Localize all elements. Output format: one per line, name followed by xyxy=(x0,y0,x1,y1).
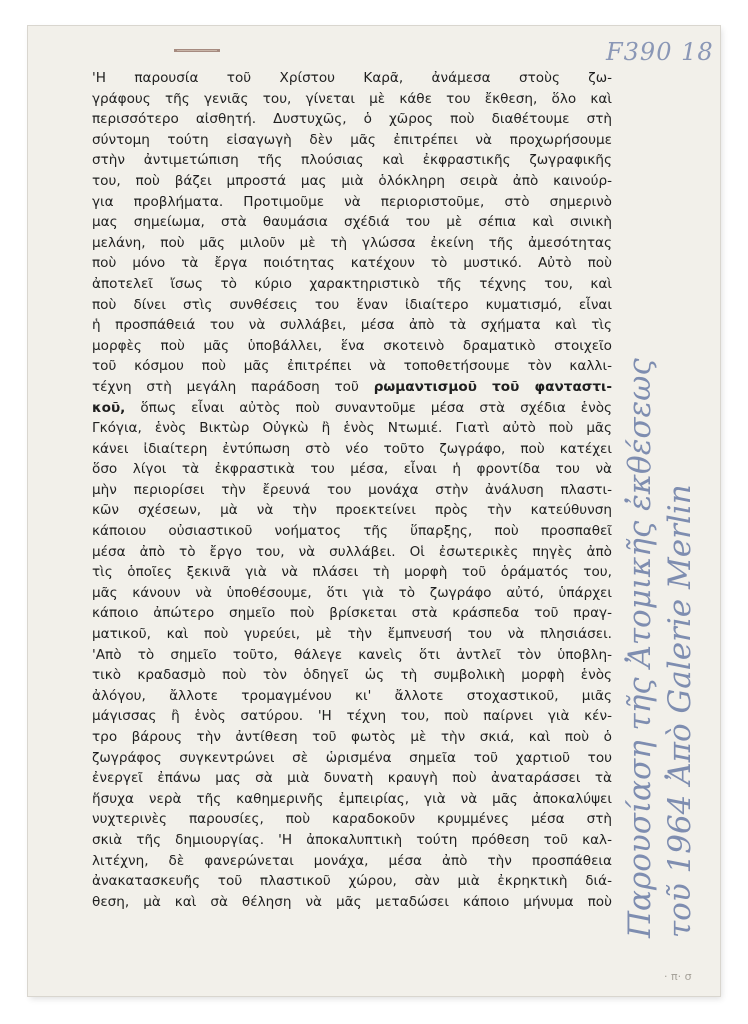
text-line: κάποιο ἀπώτερο σημεῖο ποὺ βρίσκεται στὰ κράσπεδα τοῦ πραγ- xyxy=(92,605,612,622)
text-line: κάνει ἰδιαίτερη ἐντύπωση στὸ νέο τοῦτο ζωγράφο, ποὺ κατέχει xyxy=(92,440,612,457)
text-line: ποὺ δίνει στὶς συνθέσεις του ἕναν ἰδιαίτερο κυματισμό, εἶναι xyxy=(92,296,612,313)
bold-phrase: ρωμαντισμοῦ τοῦ φανταστι- xyxy=(373,378,612,395)
text-line: Γκόγια, ἑνὸς Βικτὼρ Οὐγκὼ ἢ ἑνὸς Ντωμιέ. Γιατὶ αὐτὸ ποὺ μᾶς xyxy=(92,420,612,437)
text-line: μορφὲς ποὺ μᾶς ὑποβάλλει, ἕνα σκοτεινὸ δραματικὸ στοιχεῖο xyxy=(92,337,612,354)
text-fragment: τέχνη στὴ μεγάλη παράδοση τοῦ xyxy=(92,378,374,395)
document-sheet xyxy=(28,26,720,996)
text-line: μας σημείωμα, στὰ θαυμάσια σχέδιά του μὲ σέπια καὶ σινικὴ xyxy=(92,214,612,231)
text-line: τὶς ὁποῖες ξεκινᾶ γιὰ νὰ πλάσει τὴ μορφὴ τοῦ ὁράματός του, xyxy=(92,564,612,581)
text-line: θεση, μὰ καὶ σὰ θέληση νὰ μᾶς μεταδώσει κάποιο μήνυμα ποὺ xyxy=(92,893,612,910)
text-line: ζωγράφος συγκεντρώνει σὲ ὡρισμένα σημεῖα τοῦ χαρτιοῦ του xyxy=(92,749,612,766)
text-line: ἀλόγου, ἄλλοτε τρομαγμένου κι' ἄλλοτε στοχαστικοῦ, μιᾶς xyxy=(92,687,612,704)
text-line: στὴν ἀντιμετώπιση τῆς πλούσιας καὶ ἐκφραστικῆς ζωγραφικῆς xyxy=(92,152,612,169)
text-line: ἡ προσπάθειά του νὰ συλλάβει, μέσα ἀπὸ τὰ σχήματα καὶ τὶς xyxy=(92,317,612,334)
text-line: ἀποτελεῖ ἴσως τὸ κύριο χαρακτηριστικὸ τῆς τέχνης του, καὶ xyxy=(92,275,612,292)
text-line: μελάνη, ποὺ μᾶς μιλοῦν μὲ τὴ γλώσσα ἐκείνη τῆς ἀμεσότητας xyxy=(92,234,612,251)
text-line: τρο βάρους τὴν ἀντίθεση τοῦ φωτὸς μὲ τὴν σκιά, καὶ ποὺ ὁ xyxy=(92,729,612,745)
text-line: περισσότερο αἰσθητή. Δυστυχῶς, ὁ χῶρος ποὺ διαθέτουμε στὴ xyxy=(92,111,612,128)
text-line-with-bold xyxy=(92,398,612,419)
margin-mark: · π· σ xyxy=(664,970,692,983)
bold-phrase: κοῦ, xyxy=(92,399,126,416)
staple-mark xyxy=(174,48,220,54)
text-line: για προβλήματα. Προτιμοῦμε νὰ περιοριστοῦμε, στὸ σημερινὸ xyxy=(92,193,612,210)
text-line: τικὸ κραδασμὸ ποὺ τὸν ὁδηγεῖ ὡς τὴ συμβολικὴ μορφὴ ἑνὸς xyxy=(92,667,612,684)
text-line: ὅσο λίγοι τὰ ἐκφραστικὰ του μέσα, εἶναι ἡ φροντίδα του νὰ xyxy=(92,461,612,478)
text-line: μᾶς κάνουν νὰ ὑποθέσουμε, ὅτι γιὰ τὸ ζωγράφο αὐτό, ὑπάρχει xyxy=(92,584,612,601)
text-line: κῶν σχέσεων, μὰ νὰ τὴν προεκτείνει πρὸς τὴν κατεύθυνση xyxy=(92,502,612,519)
text-line-with-bold xyxy=(92,377,612,398)
text-line: μὴν περιορίσει τὴν ἔρευνά του μονάχα στὴν ἀνάλυση πλαστι- xyxy=(92,481,612,498)
handwritten-line: τοῦ 1964 Ἀπὸ Galerie Merlin xyxy=(662,484,698,938)
text-line: σκιὰ τῆς δημιουργίας. 'Η ἀποκαλυπτικὴ τούτη πρόθεση τοῦ καλ- xyxy=(92,831,612,848)
text-line: σύντομη τούτη εἰσαγωγὴ δὲν μᾶς ἐπιτρέπει νὰ προχωρήσουμε xyxy=(92,131,612,148)
text-line: του, ποὺ βάζει μπροστά μας μιὰ ὁλόκληρη σειρὰ ἀπὸ καινούρ- xyxy=(92,172,612,189)
text-line: 'Απὸ τὸ σημεῖο τοῦτο, θάλεγε κανεὶς ὅτι ἀντλεῖ τὸν ὑποβλη- xyxy=(92,646,612,663)
handwritten-note xyxy=(620,78,700,938)
text-line: μέσα ἀπὸ τὸ ἔργο του, νὰ συλλάβει. Οἱ ἐσωτερικὲς πηγὲς ἀπὸ xyxy=(92,543,612,560)
text-line: λιτέχνη, δὲ φανερώνεται μονάχα, μέσα ἀπὸ τὴν προσπάθεια xyxy=(92,852,612,869)
text-line: κάποιου οὐσιαστικοῦ νοήματος τῆς ὕπαρξης, ποὺ προσπαθεῖ xyxy=(92,523,612,540)
body-text xyxy=(92,68,612,912)
archive-code: F390 18 xyxy=(606,38,714,66)
text-line: γράφους τῆς γενιᾶς του, γίνεται μὲ κάθε του ἔκθεση, ὅλο καὶ xyxy=(92,90,612,107)
text-line: ἀνακατασκευῆς τοῦ πλαστικοῦ χώρου, σὰν μιὰ ἐκρηκτικὴ διά- xyxy=(92,873,612,890)
text-line: τοῦ κόσμου ποὺ μᾶς ἐπιτρέπει νὰ τοποθετήσουμε τὸν καλλι- xyxy=(92,358,612,375)
text-line: ποὺ μόνο τὰ ἔργα ποιότητας κατέχουν τὸ μυστικό. Αὐτὸ ποὺ xyxy=(92,255,612,272)
text-line: 'Η παρουσία τοῦ Χρίστου Καρᾶ, ἀνάμεσα στοὺς ζω- xyxy=(92,70,612,86)
text-line: νυχτερινὲς παρουσίες, ποὺ καραδοκοῦν κρυμμένες μέσα στὴ xyxy=(92,811,612,828)
text-line: μάγισσας ἢ ἑνὸς σατύρου. 'Η τέχνη του, ποὺ παίρνει γιὰ κέν- xyxy=(92,708,612,725)
text-line: ἥσυχα νερὰ τῆς καθημερινῆς ἐμπειρίας, γιὰ νὰ μᾶς ἀποκαλύψει xyxy=(92,790,612,807)
handwritten-line: Παρουσίαση τῆς Ἀτομικῆς ἐκθέσεως xyxy=(622,358,658,938)
text-line: ματικοῦ, καὶ ποὺ γυρεύει, μὲ τὴν ἔμπνευσή του νὰ πλησιάσει. xyxy=(92,626,612,643)
text-line: ἐνεργεῖ ἐπάνω μας σὰ μιὰ δυνατὴ κραυγὴ ποὺ ἀναταράσσει τὰ xyxy=(92,770,612,787)
text-fragment: ὅπως εἶναι αὐτὸς ποὺ συναντοῦμε μέσα στὰ σχέδια ἑνὸς xyxy=(125,399,612,416)
